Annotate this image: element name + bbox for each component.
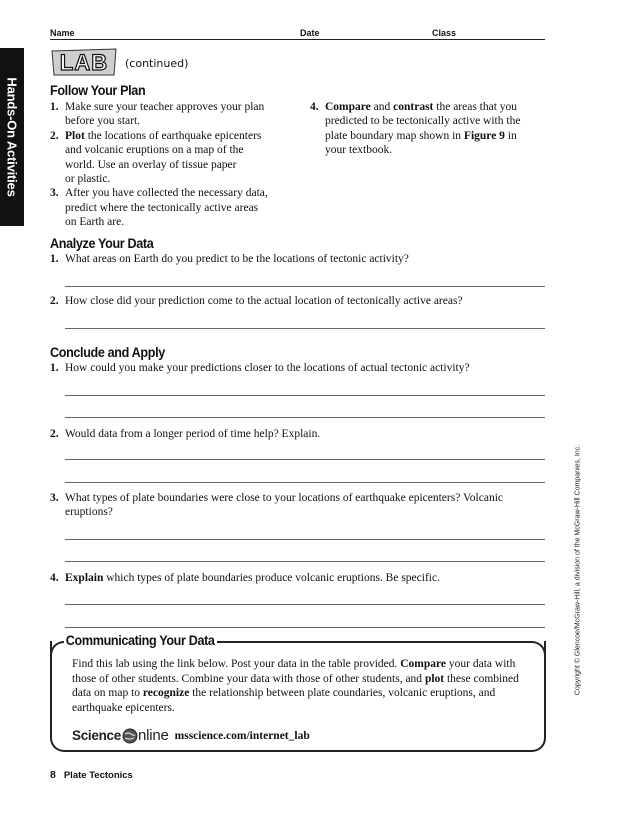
answer-line[interactable] — [65, 328, 545, 329]
svg-text:LAB: LAB — [59, 50, 109, 75]
class-label: Class — [432, 28, 457, 38]
plan-step: 1. Make sure your teacher approves your plan before you start. — [50, 101, 265, 128]
answer-line[interactable] — [65, 604, 545, 605]
plan-step: 4. Compare and contrast the areas that you predicted to be tectonically active with the plate boundary map shown in Figure 9 in your textbook. — [310, 101, 521, 157]
science-online-logo: Science — [72, 728, 121, 743]
communicating-heading: Communicating Your Data — [65, 632, 215, 648]
plan-step: 3. After you have collected the necessary data, predict where the tectonically active areas on Earth are. — [50, 187, 268, 229]
globe-icon — [122, 728, 138, 744]
analyze-heading: Analyze Your Data — [50, 235, 154, 251]
answer-line[interactable] — [65, 561, 545, 562]
answer-line[interactable] — [65, 286, 545, 287]
name-label: Name — [50, 28, 75, 38]
copyright-notice: Copyright © Glencoe/McGraw-Hill, a division of the McGraw-Hill Companies, Inc. — [574, 444, 582, 696]
analyze-question-2: 2. How close did your prediction come to the actual location of tectonically active areas? — [50, 295, 463, 307]
header-bar — [50, 28, 545, 40]
footer-title: Plate Tectonics — [63, 770, 133, 781]
conclude-question-3: 3. What types of plate boundaries were close to your locations of earthquake epicenters? Volcanic eruptions? — [50, 492, 504, 519]
communicating-text: Find this lab using the link below. Post your data in the table provided. Compare your data with those of other students. Combine your data with those of other students, and plot these combined data on map to recognize the relationship between plate coundaries, volcanic eruptions, and earthquake epicenters. — [72, 658, 519, 714]
plan-steps-right — [310, 100, 550, 158]
lab-logo-icon — [50, 47, 118, 77]
answer-line[interactable] — [65, 539, 545, 540]
conclude-question-4: 4. Explain which types of plate boundaries produce volcanic eruptions. Be specific. — [50, 572, 440, 584]
continued-label: (continued) — [125, 57, 189, 70]
conclude-question-1: 1. How could you make your predictions closer to the locations of actual tectonic activity? — [50, 362, 470, 374]
conclude-question-2: 2. Would data from a longer period of time help? Explain. — [50, 428, 321, 440]
page-number: 8 — [50, 769, 56, 781]
answer-line[interactable] — [65, 482, 545, 483]
answer-line[interactable] — [65, 395, 545, 396]
conclude-heading: Conclude and Apply — [50, 344, 165, 360]
date-label: Date — [300, 28, 320, 38]
plan-steps-left — [50, 100, 295, 230]
answer-line[interactable] — [65, 627, 545, 628]
follow-plan-heading: Follow Your Plan — [50, 82, 146, 98]
answer-line[interactable] — [65, 417, 545, 418]
analyze-question-1: 1. What areas on Earth do you predict to be the locations of tectonic activity? — [50, 253, 409, 265]
online-logo-text: nline — [137, 727, 169, 744]
page-footer — [50, 769, 133, 781]
side-tab — [0, 48, 24, 226]
url-link[interactable]: msscience.com/internet_lab — [174, 729, 310, 742]
science-online-link[interactable] — [72, 727, 310, 744]
box-border-right — [217, 641, 546, 655]
plan-step: 2. Plot the locations of earthquake epicenters and volcanic eruptions on a map of the world. Use an overlay of tissue paper or plastic. — [50, 129, 262, 186]
side-tab-label: Hands-On Activities — [4, 77, 20, 197]
answer-line[interactable] — [65, 459, 545, 460]
